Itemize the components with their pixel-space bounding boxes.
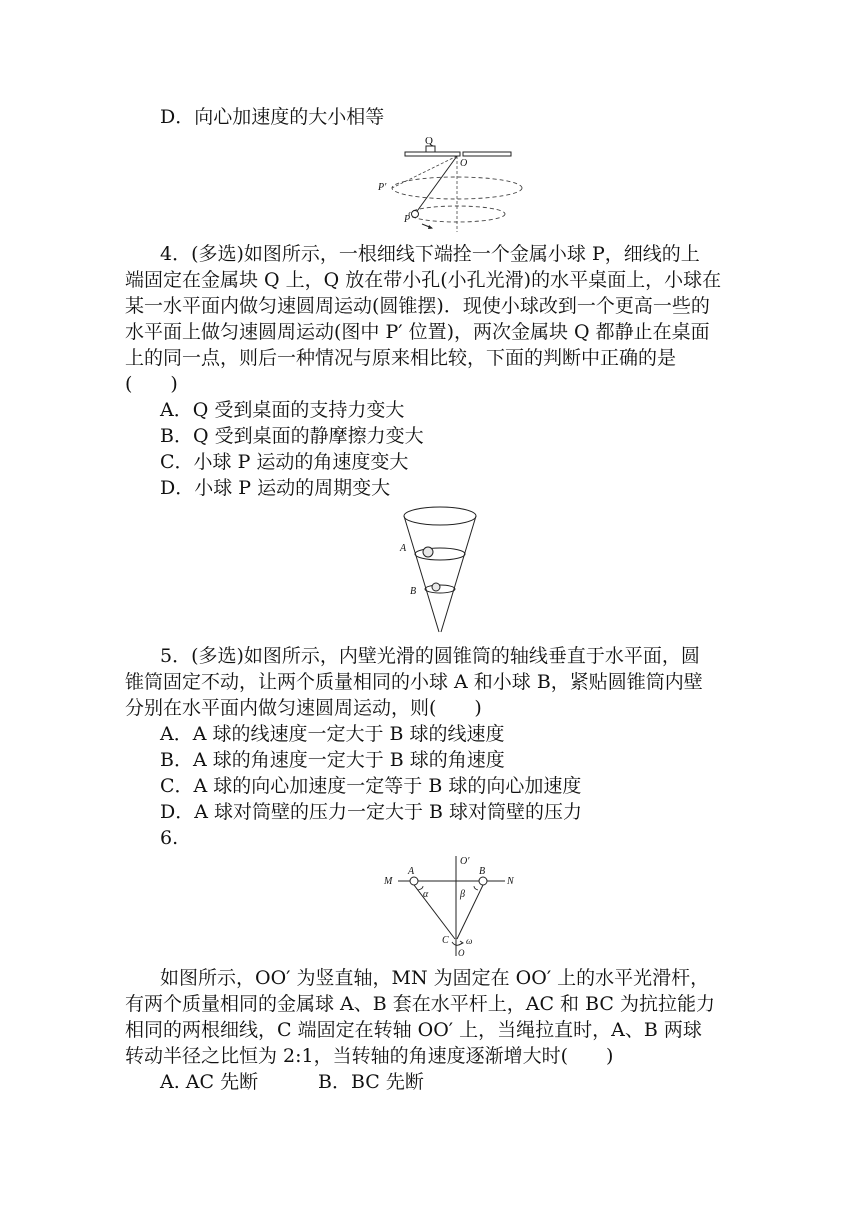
- figure-cone: [390, 504, 490, 636]
- label-b: B: [479, 866, 486, 877]
- label-b: B: [410, 586, 417, 597]
- q4-option-a: A．Q 受到桌面的支持力变大: [160, 399, 405, 421]
- q3-option-d: D．向心加速度的大小相等: [160, 106, 385, 128]
- label-n: N: [507, 876, 514, 887]
- label-p-prime: P′: [378, 182, 387, 193]
- q4-line-3: 某一水平面内做匀速圆周运动(圆锥摆)．现使小球改到一个更高一些的: [125, 295, 710, 317]
- q5-line-3: 分别在水平面内做匀速圆周运动，则( ): [125, 697, 482, 719]
- label-o-prime: O′: [460, 856, 470, 867]
- label-a: A: [408, 866, 415, 877]
- q4-line-2: 端固定在金属块 Q 上，Q 放在带小孔(小孔光滑)的水平桌面上，小球在: [125, 269, 722, 291]
- label-o: O: [460, 158, 468, 169]
- figure-rotating-rod: [380, 852, 530, 960]
- q6-number: 6.: [160, 827, 179, 849]
- label-beta: β: [460, 889, 465, 900]
- q4-line-5: 上的同一点，则后一种情况与原来相比较，下面的判断中正确的是: [125, 347, 677, 369]
- label-c: C: [442, 935, 449, 946]
- label-a: A: [400, 543, 407, 554]
- q4-line-6: ( ): [125, 373, 178, 395]
- label-alpha: α: [423, 889, 429, 900]
- label-m: M: [384, 876, 393, 887]
- q6-line-2: 有两个质量相同的金属球 A、B 套在水平杆上，AC 和 BC 为抗拉能力: [125, 993, 715, 1015]
- q6-option-b: B．BC 先断: [318, 1071, 424, 1093]
- q6-option-a: A. AC 先断: [160, 1071, 259, 1093]
- q5-option-b: B．A 球的角速度一定大于 B 球的角速度: [160, 749, 505, 771]
- q5-option-d: D．A 球对筒壁的压力一定大于 B 球对筒壁的压力: [160, 801, 583, 823]
- q4-option-d: D．小球 P 运动的周期变大: [160, 477, 391, 499]
- figure-conical-pendulum: [370, 132, 530, 232]
- q5-line-2: 锥筒固定不动，让两个质量相同的小球 A 和小球 B，紧贴圆锥筒内壁: [125, 671, 703, 693]
- q6-line-4: 转动半径之比恒为 2:1，当转轴的角速度逐渐增大时( ): [125, 1045, 614, 1067]
- label-p: P: [404, 214, 411, 225]
- q4-option-b: B．Q 受到桌面的静摩擦力变大: [160, 425, 424, 447]
- q4-line-1: 4．(多选)如图所示，一根细线下端拴一个金属小球 P，细线的上: [160, 243, 700, 265]
- q4-option-c: C．小球 P 运动的角速度变大: [160, 451, 409, 473]
- label-q: Q: [425, 135, 433, 147]
- q4-line-4: 水平面上做匀速圆周运动(图中 P′ 位置)，两次金属块 Q 都静止在桌面: [125, 321, 710, 343]
- q5-line-1: 5．(多选)如图所示，内壁光滑的圆锥筒的轴线垂直于水平面，圆: [160, 645, 700, 667]
- q5-option-a: A．A 球的线速度一定大于 B 球的线速度: [160, 723, 505, 745]
- label-o: O: [458, 948, 465, 958]
- q6-line-1: 如图所示，OO′ 为竖直轴，MN 为固定在 OO′ 上的水平光滑杆，: [160, 967, 710, 989]
- label-omega: ω: [466, 936, 473, 946]
- q6-line-3: 相同的两根细线，C 端固定在转轴 OO′ 上，当绳拉直时，A、B 两球: [125, 1019, 702, 1041]
- q5-option-c: C．A 球的向心加速度一定等于 B 球的向心加速度: [160, 775, 582, 797]
